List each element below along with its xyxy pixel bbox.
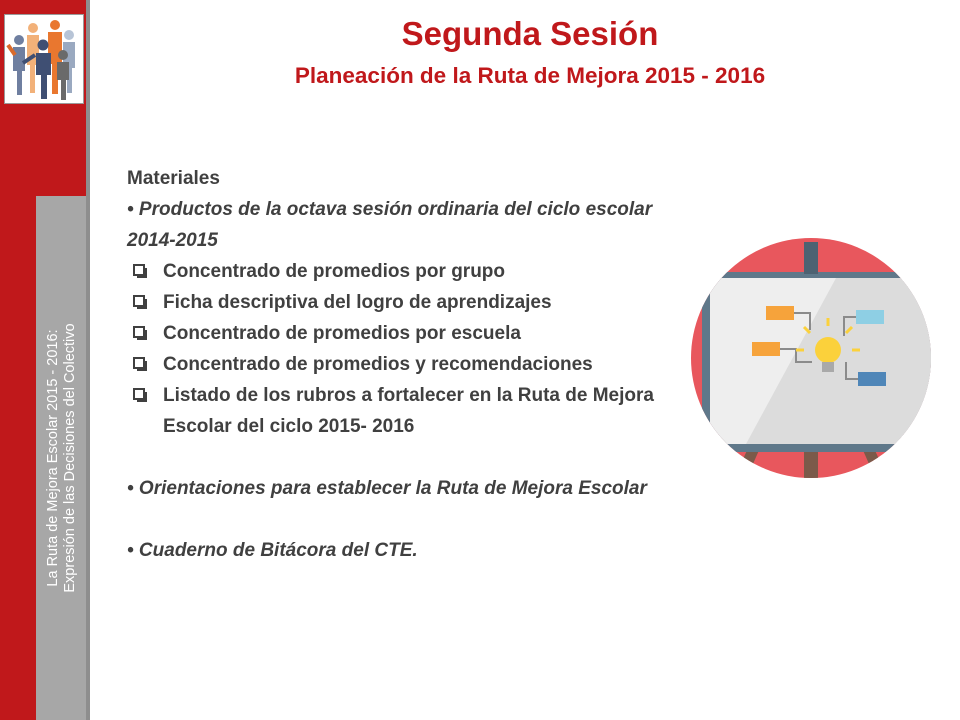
checkbox-icon (133, 264, 145, 276)
checklist-item (127, 287, 687, 318)
checklist-item-label: Concentrado de promedios por escuela (163, 323, 521, 344)
bullet-cuaderno: • Cuaderno de Bitácora del CTE. (127, 540, 418, 561)
checkbox-icon (133, 357, 145, 369)
sidebar-caption-line-1: La Ruta de Mejora Escolar 2015 - 2016: (45, 329, 61, 587)
presentation-board-lightbulb-icon (686, 238, 936, 483)
bullet-orientaciones: • Orientaciones para establecer la Ruta de Mejora Escolar (127, 478, 647, 499)
page-subtitle: Planeación de la Ruta de Mejora 2015 - 2016 (294, 63, 766, 88)
checklist-item-label: Concentrado de promedios por grupo (163, 261, 506, 282)
checkbox-icon (133, 388, 145, 400)
people-group-logo (4, 14, 84, 104)
checkbox-icon (133, 295, 145, 307)
spacer (127, 504, 687, 535)
sidebar-vertical-caption (36, 196, 88, 720)
checkbox-icon (133, 326, 145, 338)
bullet-productos: • Productos de la octava sesión ordinaria del ciclo escolar 2014-2015 (127, 199, 653, 251)
checklist-item (127, 380, 687, 442)
checklist-item-label: Listado de los rubros a fortalecer en la Ruta de Mejora Escolar del ciclo 2015- 2016 (163, 385, 654, 437)
sidebar-caption-line-2: Expresión de las Decisiones del Colectivo (62, 323, 78, 593)
checklist-item-label: Concentrado de promedios y recomendaciones (163, 354, 593, 375)
spacer (127, 442, 687, 473)
materials-heading: Materiales (127, 168, 220, 189)
checklist-item (127, 256, 687, 287)
materials-checklist (127, 256, 687, 442)
materials-section (127, 163, 687, 566)
checklist-item (127, 349, 687, 380)
page-title: Segunda Sesión (401, 15, 659, 52)
checklist-item-label: Ficha descriptiva del logro de aprendizajes (163, 292, 552, 313)
checklist-item (127, 318, 687, 349)
